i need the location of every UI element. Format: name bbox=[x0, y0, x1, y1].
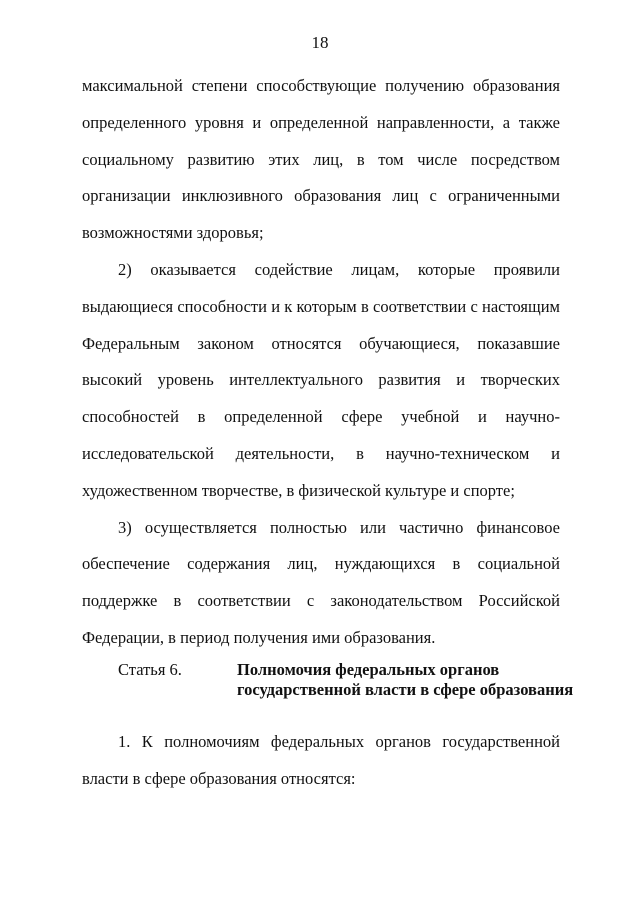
body-text bbox=[82, 68, 560, 657]
paragraph-item-2: 2) оказывается содействие лицам, которые проявили выдающиеся способности и к которым в соответствии с настоящим Федеральным законом относятся обучающиеся, показавшие высокий уровень интеллектуального развития и творческих способностей в определенной сфере учебной и научно-исследовательской деятельности, в научно-техническом и художественном творчестве, в физической культуре и спорте; bbox=[82, 259, 560, 500]
article-title-line-2: государственной власти в сфере образования bbox=[237, 680, 574, 699]
article-body bbox=[82, 724, 560, 798]
paragraph-item-3: 3) осуществляется полностью или частично финансовое обеспечение содержания лиц, нуждающихся в социальной поддержке в соответствии с законодательством Российской Федерации, в период получения ими образования. bbox=[82, 517, 560, 647]
article-label: Статья 6. bbox=[118, 660, 182, 679]
article-paragraph-1: 1. К полномочиям федеральных органов государственной власти в сфере образования относятся: bbox=[82, 732, 560, 788]
paragraph-continuation: максимальной степени способствующие получению образования определенного уровня и определенной направленности, а также социальному развитию этих лиц, в том числе посредством организации инклюзивного образования лиц с ограниченными возможностями здоровья; bbox=[82, 76, 560, 243]
page-number: 18 bbox=[311, 33, 329, 52]
article-title-line-1: Полномочия федеральных органов bbox=[237, 660, 500, 679]
article-title bbox=[237, 660, 577, 700]
